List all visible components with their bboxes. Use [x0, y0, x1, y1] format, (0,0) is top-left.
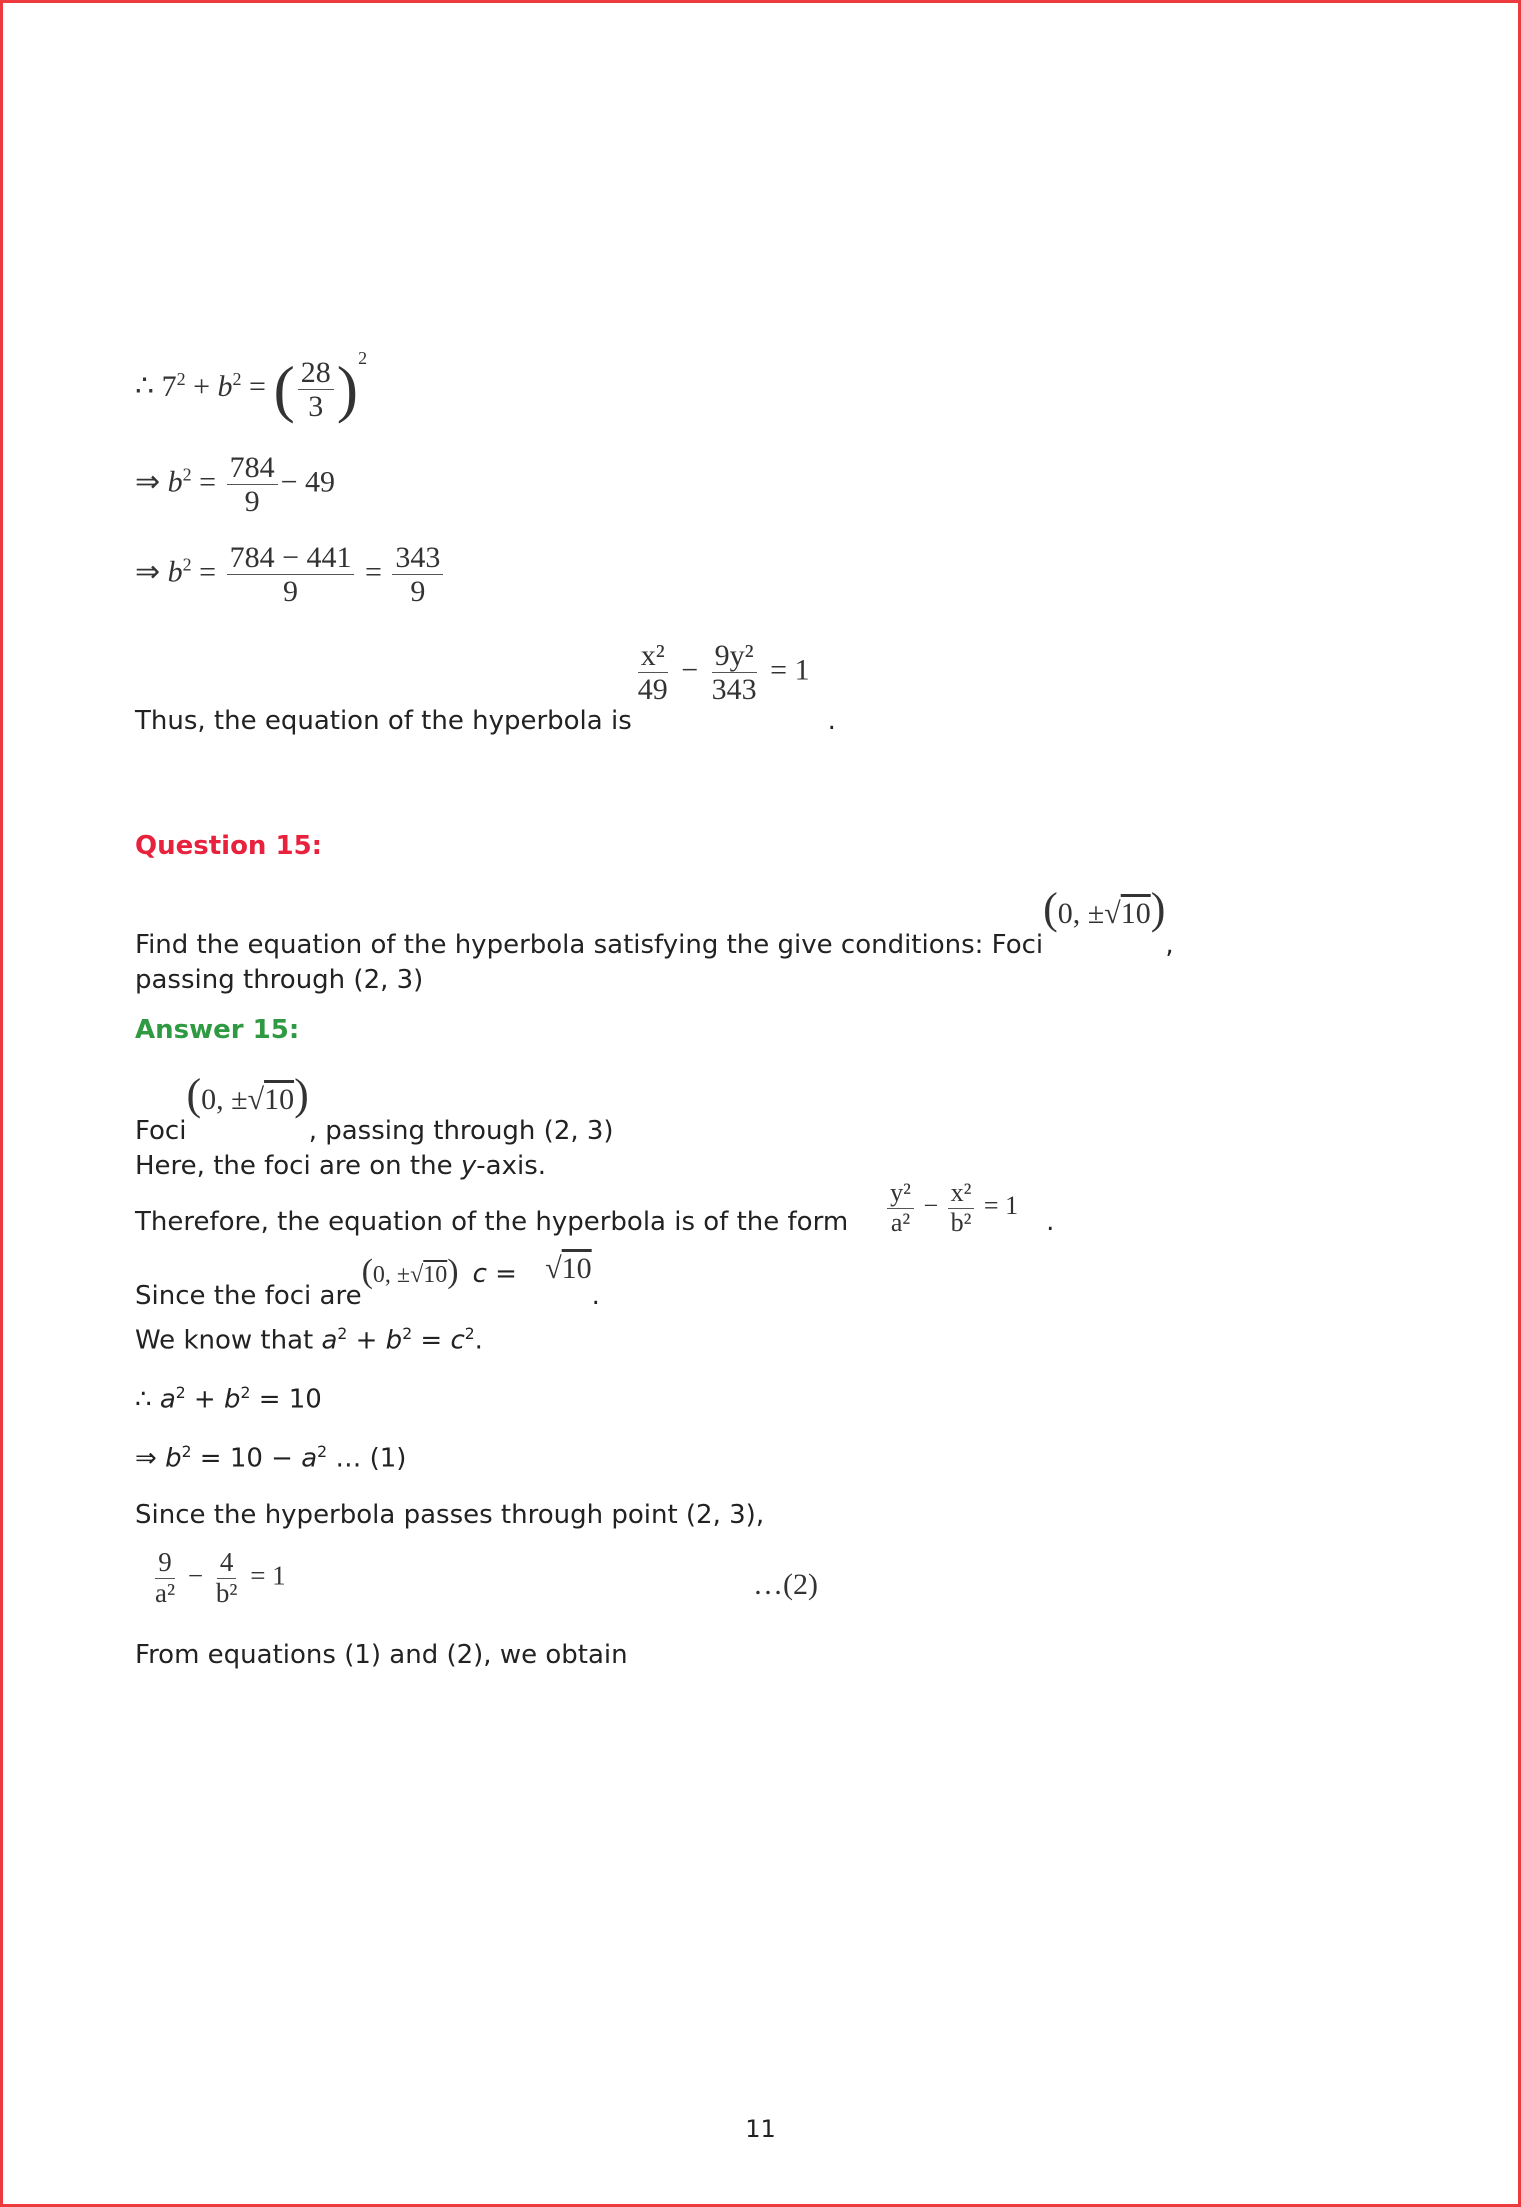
body-text: Here, the foci are on the: [135, 1151, 461, 1181]
eq-text: ⇒: [135, 555, 168, 589]
eq-sup: 2: [317, 1443, 328, 1461]
fraction: [298, 356, 334, 423]
answer-therefore-line: [135, 1384, 322, 1415]
equation-bsq-343: [135, 541, 446, 608]
answer-know-line: [135, 1325, 483, 1356]
eq-text: √: [545, 1252, 562, 1285]
fraction: [227, 541, 355, 608]
eq-text: −: [673, 653, 706, 687]
eq-sup: 2: [176, 369, 186, 389]
eq-text: −: [916, 1191, 945, 1221]
numerator: 9: [155, 1548, 175, 1579]
eq-root: 10: [264, 1083, 295, 1116]
answer-here-line: [135, 1151, 546, 1181]
body-text: +: [185, 1384, 224, 1415]
question-heading: Question 15:: [135, 831, 323, 861]
denominator: a²: [890, 1207, 911, 1237]
eq-var: a: [159, 1384, 176, 1415]
fraction: [948, 1179, 975, 1237]
body-text: Therefore, the equation of the hyperbola is of the form: [135, 1207, 849, 1238]
numerator: 343: [392, 541, 443, 575]
equation-7sq-plus-bsq: [135, 348, 367, 423]
equation-tag: …(2): [753, 1568, 818, 1601]
eq-var: b: [165, 1443, 182, 1474]
question-text-line1: [135, 884, 1174, 964]
answer-implies-line: [135, 1443, 406, 1474]
body-text: .: [827, 706, 836, 737]
body-text: Since the foci are: [135, 1281, 362, 1311]
eq-text: −: [181, 1560, 210, 1591]
eq-root: 10: [1120, 897, 1151, 930]
answer-foci-line: [135, 1070, 614, 1150]
eq-text: =: [241, 370, 274, 403]
denominator: b²: [950, 1207, 972, 1237]
eq-text: +: [185, 370, 218, 403]
eq-sup: 2: [175, 1384, 186, 1402]
body-text: +: [347, 1325, 386, 1356]
eq-text: =: [191, 465, 224, 499]
eq-sup: 2: [182, 554, 192, 575]
denominator: 343: [711, 673, 757, 706]
eq-sup: 2: [337, 1325, 348, 1343]
numerator: 9y²: [712, 639, 757, 673]
eq-root: 10: [561, 1252, 592, 1285]
eq-text: = 1: [762, 653, 810, 687]
eq-text: =: [191, 555, 224, 589]
denominator: 3: [308, 389, 324, 423]
denominator: 9: [410, 575, 426, 608]
eq-var: b: [167, 465, 183, 499]
eq-sup: 2: [358, 348, 368, 368]
fraction: [227, 451, 278, 518]
denominator: a²: [155, 1577, 176, 1608]
eq-sup: 2: [402, 1325, 413, 1343]
fraction: [392, 541, 443, 608]
fraction: [213, 1548, 241, 1608]
eq-text: 0, ±√: [201, 1083, 265, 1116]
eq-text: − 49: [280, 465, 335, 499]
body-text: We know that: [135, 1325, 322, 1356]
body-text: Find the equation of the hyperbola satisfying the give conditions: Foci: [135, 930, 1044, 960]
answer-heading: Answer 15:: [135, 1015, 300, 1045]
numerator: 4: [217, 1548, 237, 1579]
fraction: [887, 1179, 914, 1237]
body-text: , passing through (2, 3): [308, 1116, 614, 1146]
eq-var: a: [301, 1443, 318, 1474]
numerator: y²: [887, 1179, 914, 1209]
body-text: Thus, the equation of the hyperbola is: [135, 706, 632, 737]
eq-var: c =: [472, 1259, 526, 1289]
answer-passes-line: Since the hyperbola passes through point (2, 3),: [135, 1500, 765, 1530]
eq-text: = 1: [243, 1560, 286, 1591]
eq-text: 0, ±√: [372, 1262, 424, 1288]
body-text: = 10: [250, 1384, 322, 1415]
eq-sup: 2: [464, 1325, 475, 1343]
equation-2: [149, 1547, 818, 1608]
foci-expression: (0, ±√10): [186, 1070, 309, 1119]
body-text: Foci: [135, 1116, 187, 1146]
body-text: ∴: [135, 1384, 160, 1415]
body-text: -axis.: [476, 1151, 547, 1181]
fraction: [635, 639, 671, 706]
eq-var: c: [450, 1325, 465, 1356]
hyperbola-conclusion: [135, 639, 836, 737]
eq-text: 0, ±√: [1057, 897, 1121, 930]
eq-text: ⇒: [135, 465, 168, 499]
denominator: 9: [283, 575, 299, 608]
numerator: 784: [227, 451, 278, 485]
eq-text: ∴ 7: [135, 370, 177, 403]
answer-from-line: From equations (1) and (2), we obtain: [135, 1640, 628, 1670]
paren-open: (: [273, 353, 295, 425]
eq-var: b: [224, 1384, 241, 1415]
body-text: … (1): [327, 1443, 407, 1474]
body-text: ⇒: [135, 1443, 166, 1474]
eq-var: b: [167, 555, 183, 589]
eq-var: y: [460, 1151, 477, 1181]
equation-bsq-784: [135, 451, 335, 518]
eq-var: a: [321, 1325, 338, 1356]
eq-root: 10: [423, 1262, 448, 1288]
answer-since-foci-line: [135, 1252, 600, 1313]
fraction: [709, 639, 760, 706]
eq-sup: 2: [182, 464, 192, 485]
eq-text: = 1: [977, 1191, 1019, 1221]
denominator: b²: [215, 1577, 238, 1608]
answer-form-line: [135, 1179, 1054, 1237]
eq-sup: 2: [181, 1443, 192, 1461]
eq-sup: 2: [232, 369, 242, 389]
numerator: 784 − 441: [227, 541, 355, 575]
numerator: x²: [638, 639, 668, 673]
foci-expression: (0, ±√10): [361, 1253, 459, 1290]
question-text-line2: passing through (2, 3): [135, 965, 424, 995]
denominator: 49: [637, 673, 668, 706]
page-number: 11: [745, 2115, 776, 2143]
body-text: .: [1046, 1207, 1055, 1238]
eq-sup: 2: [240, 1384, 251, 1402]
eq-var: b: [385, 1325, 403, 1356]
eq-text: =: [357, 555, 390, 589]
numerator: 28: [298, 356, 334, 390]
foci-expression: (0, ±√10): [1043, 884, 1166, 933]
numerator: x²: [948, 1179, 975, 1209]
eq-var: b: [217, 370, 233, 403]
body-text: .: [474, 1325, 483, 1356]
body-text: = 10 −: [191, 1443, 302, 1474]
paren-close: ): [336, 353, 359, 425]
body-text: ,: [1165, 930, 1174, 960]
fraction: [152, 1548, 178, 1608]
body-text: .: [591, 1281, 600, 1311]
body-text: =: [412, 1325, 451, 1356]
denominator: 9: [244, 485, 260, 518]
